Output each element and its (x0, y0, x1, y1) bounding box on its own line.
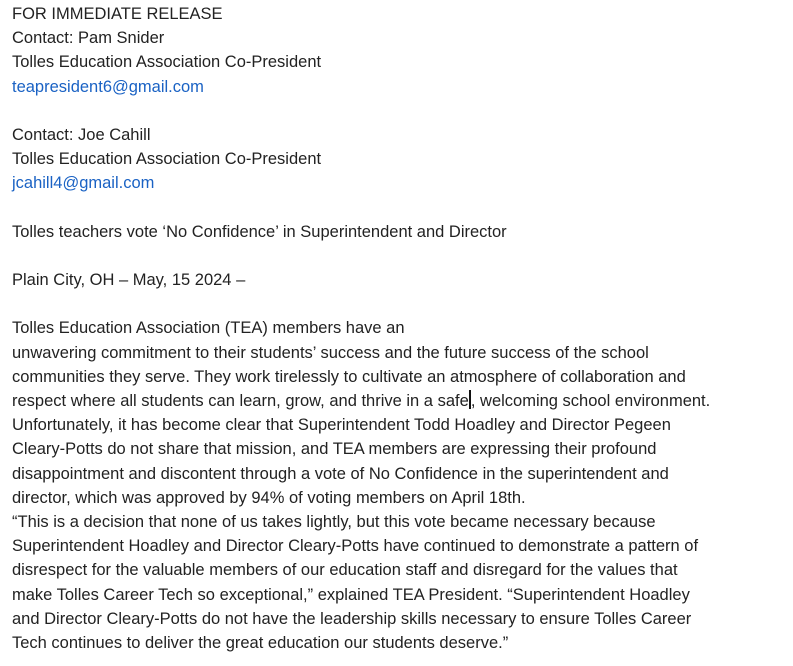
body-line: Unfortunately, it has become clear that Superintendent Todd Hoadley and Director Pegeen (12, 416, 671, 435)
body-line: “This is a decision that none of us takes lightly, but this vote became necessary because (12, 512, 656, 531)
dateline: Plain City, OH – May, 15 2024 – (12, 271, 246, 290)
body-line: Superintendent Hoadley and Director Cleary-Potts have continued to demonstrate a pattern of (12, 537, 699, 556)
body-line: Tolles Education Association (TEA) members have an (12, 319, 405, 338)
body-line: unwavering commitment to their students’ success and the future success of the school (12, 343, 649, 362)
body-line: disappointment and discontent through a vote of No Confidence in the superintendent and (12, 464, 669, 483)
press-release-document[interactable] (12, 2, 793, 655)
body-line: director, which was approved by 94% of voting members on April 18th. (12, 488, 526, 507)
contact-name-1: Contact: Pam Snider (12, 29, 165, 48)
contact-block-1 (12, 2, 793, 99)
contact-title-1: Tolles Education Association Co-President (12, 53, 322, 72)
body-text (12, 316, 793, 655)
spacer (12, 196, 793, 220)
body-line: Cleary-Potts do not share that mission, and TEA members are expressing their profound (12, 440, 657, 459)
body-line (12, 389, 793, 413)
contact-email-link-2[interactable]: jcahill4@gmail.com (12, 174, 155, 193)
contact-email-link-1[interactable]: teapresident6@gmail.com (12, 77, 204, 96)
body-line: make Tolles Career Tech so exceptional,” explained TEA President. “Superintendent Hoadley (12, 585, 690, 604)
spacer (12, 99, 793, 123)
body-line-part: respect where all students can learn, grow, and thrive in a safe (12, 392, 469, 410)
spacer (12, 244, 793, 268)
body-line: and Director Cleary-Potts do not have the leadership skills necessary to ensure Tolles Career (12, 609, 692, 628)
body-line: disrespect for the valuable members of our education staff and disregard for the values that (12, 561, 678, 580)
release-header: FOR IMMEDIATE RELEASE (12, 5, 223, 23)
contact-block-2 (12, 123, 793, 196)
body-line: communities they serve. They work tirelessly to cultivate an atmosphere of collaboration and (12, 367, 686, 386)
contact-name-2: Contact: Joe Cahill (12, 125, 151, 144)
headline: Tolles teachers vote ‘No Confidence’ in Superintendent and Director (12, 222, 507, 241)
body-line-part: , welcoming school environment. (470, 392, 711, 410)
spacer (12, 292, 793, 316)
contact-title-2: Tolles Education Association Co-President (12, 150, 322, 169)
body-line: Tech continues to deliver the great education our students deserve.” (12, 633, 509, 652)
